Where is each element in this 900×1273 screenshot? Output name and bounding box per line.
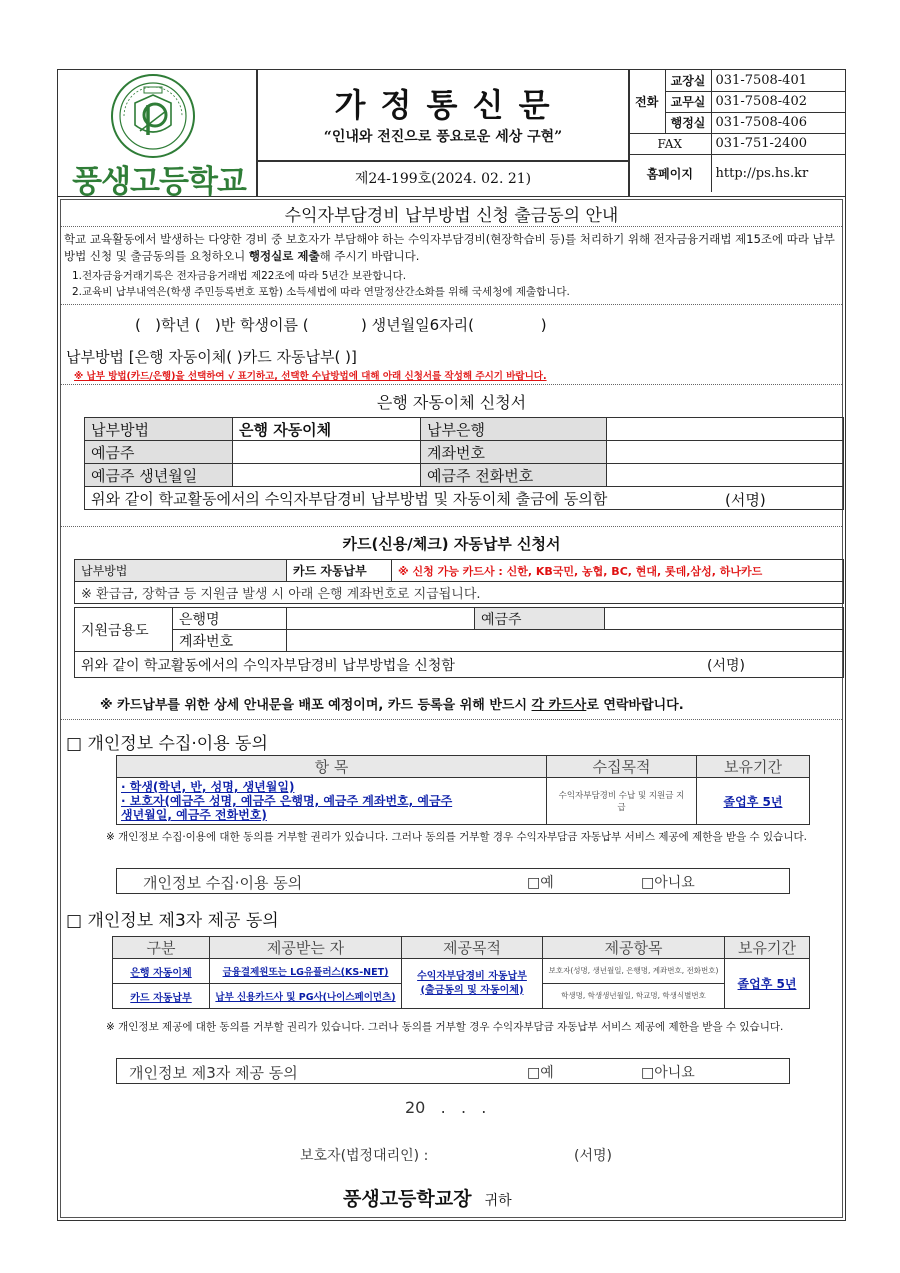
card-notice-text: ※ 카드납부를 위한 상세 안내문을 배포 예정이며, 카드 등록을 위해 반드시 — [100, 698, 532, 713]
card-holder-field[interactable] — [605, 608, 844, 630]
privacy-title: □ 개인정보 수집·이용 동의 — [66, 734, 268, 754]
purpose-line: 수익자부담경비 자동납부 — [417, 970, 527, 982]
card-form-title: 카드(신용/체크) 자동납부 신청서 — [342, 535, 561, 553]
date-field[interactable]: 20 . . . — [405, 1098, 487, 1117]
privacy-consent-label: 개인정보 수집·이용 동의 — [143, 874, 303, 892]
card-notice-end: 로 연락바랍니다. — [586, 698, 684, 713]
bank-name-field[interactable] — [287, 608, 475, 630]
payment-method-notice: ※ 납부 방법(카드/은행)을 선택하여 √ 표기하고, 선택한 수납방법에 대해 아래 신청서를 작성해 주시기 바랍니다. — [74, 371, 547, 382]
card-method-label: 납부방법 — [75, 560, 287, 582]
col-period: 보유기간 — [697, 756, 810, 778]
school-slogan: “인내와 전진으로 풍요로운 세상 구현” — [323, 129, 563, 145]
support-label: 지원금용도 — [75, 608, 173, 652]
intro-paragraph — [64, 231, 842, 265]
holder-field[interactable] — [233, 441, 421, 464]
third-party-note: ※ 개인정보 제공에 대한 동의를 거부할 권리가 있습니다. 그러나 동의를 거부할 경우 수익자부담금 자동납부 서비스 제공에 제한을 받을 수 있습니다. — [106, 1021, 784, 1033]
school-emblem-icon — [110, 73, 196, 159]
student-info-line: ( )학년 ( )반 학생이름 ( ) 생년월일6자리( ) — [135, 316, 547, 334]
privacy-item: · 학생(학년, 반, 성명, 생년월일) — [121, 780, 295, 794]
contact-value: 031-7508-401 — [711, 70, 845, 91]
col-item: 항 목 — [117, 756, 547, 778]
school-name: 풍생고등학교 — [72, 164, 246, 200]
bank-form-title: 은행 자동이체 신청서 — [376, 393, 527, 412]
birth-field[interactable] — [233, 464, 421, 487]
card-account-label: 계좌번호 — [173, 630, 287, 652]
col-recipient: 제공받는 자 — [210, 937, 402, 959]
privacy-no-checkbox[interactable]: □아니요 — [641, 875, 695, 891]
purpose-line: (출금동의 및 자동이체) — [420, 984, 524, 996]
account-field[interactable] — [607, 441, 844, 464]
col-purpose: 제공목적 — [402, 937, 543, 959]
card-method-value: 카드 자동납부 — [287, 560, 392, 582]
method-label: 납부방법 — [85, 418, 233, 441]
principal-title: 풍생고등학교장 — [343, 1188, 472, 1210]
document-title: 수익자부담경비 납부방법 신청 출금동의 안내 — [284, 206, 619, 226]
row1-type: 은행 자동이체 — [113, 959, 210, 984]
card-form-table — [74, 559, 844, 604]
contact-value: 031-7508-402 — [711, 91, 845, 112]
guardian-signature[interactable]: (서명) — [574, 1148, 612, 1164]
bank-name-label: 은행명 — [173, 608, 287, 630]
fax-value: 031-751-2400 — [711, 133, 845, 154]
refund-note: ※ 환급금, 장학금 등 지원금 발생 시 아래 은행 계좌번호로 지급됩니다. — [75, 582, 844, 604]
privacy-table — [116, 755, 810, 825]
note-line: 1.전자금융거래기록은 전자금융거래법 제22조에 따라 5년간 보관합니다. — [72, 270, 407, 282]
letter-header — [57, 69, 846, 200]
row2-type: 카드 자동납부 — [113, 984, 210, 1009]
card-notice — [100, 694, 684, 713]
contact-label: 교장실 — [665, 70, 711, 91]
col-type: 구분 — [113, 937, 210, 959]
third-consent-label: 개인정보 제3자 제공 동의 — [129, 1064, 298, 1082]
row1-recipient: 금융결제원또는 LG유플러스(KS-NET) — [210, 959, 402, 984]
principal-suffix: 귀하 — [484, 1193, 512, 1209]
third-no-checkbox[interactable]: □아니요 — [641, 1065, 695, 1081]
privacy-item: 생년월일, 예금주 전화번호) — [121, 808, 267, 822]
col-period: 보유기간 — [725, 937, 810, 959]
privacy-period: 졸업후 5년 — [697, 778, 810, 825]
method-value: 은행 자동이체 — [233, 418, 421, 441]
intro-bold-text: 행정실로 제출 — [248, 249, 320, 263]
account-label: 계좌번호 — [421, 441, 607, 464]
contact-label: 교무실 — [665, 91, 711, 112]
privacy-note: ※ 개인정보 수집·이용에 대한 동의를 거부할 권리가 있습니다. 그러나 동의를 거부할 경우 수익자부담금 자동납부 서비스 제공에 제한을 받을 수 있습니다. — [106, 831, 807, 843]
third-consent-box — [116, 1058, 790, 1084]
card-holder-label: 예금주 — [475, 608, 605, 630]
guardian-label: 보호자(법정대리인) : — [300, 1148, 429, 1164]
intro-text: 학교 교육활동에서 발생하는 다양한 경비 중 보호자가 부담해야 하는 수익자부담경비(현장학습비 등)를 처리하기 위해 전자금융거래법 제15조에 따라 납부방법 신청 및 출금동의를 요청하오니 — [64, 232, 835, 263]
birth-label: 예금주 생년월일 — [85, 464, 233, 487]
third-yes-checkbox[interactable]: □예 — [527, 1065, 554, 1081]
contact-value: 031-7508-406 — [711, 112, 845, 133]
row1-items: 보호자(성명, 생년월일, 은행명, 계좌번호, 전화번호) — [543, 959, 725, 984]
phone-group-label: 전화 — [629, 70, 665, 133]
principal-name — [343, 1184, 512, 1211]
signature-field[interactable]: (서명) — [725, 491, 766, 509]
bank-label: 납부은행 — [421, 418, 607, 441]
privacy-item: · 보호자(예금주 성명, 예금주 은행명, 예금주 계좌번호, 예금주 — [121, 794, 453, 808]
support-table — [74, 607, 844, 678]
col-items: 제공항목 — [543, 937, 725, 959]
privacy-purpose: 수익자부담경비 수납 및 지원금 지급 — [547, 778, 697, 825]
privacy-yes-checkbox[interactable]: □예 — [527, 875, 554, 891]
contact-table — [629, 70, 845, 192]
privacy-consent-box — [116, 868, 790, 894]
payment-method-line: 납부방법 [은행 자동이체( )카드 자동납부( )] — [66, 348, 357, 366]
contact-label: 행정실 — [665, 112, 711, 133]
homepage-label: 홈페이지 — [629, 154, 711, 192]
page-title: 가 정 통 신 문 — [334, 86, 552, 124]
third-period: 졸업후 5년 — [725, 959, 810, 1009]
bank-consent-text: 위와 같이 학교활동에서의 수익자부담경비 납부방법 및 자동이체 출금에 동의함 — [91, 489, 608, 508]
bank-field[interactable] — [607, 418, 844, 441]
card-notice-underlined: 각 카드사 — [531, 698, 587, 713]
third-party-table — [112, 936, 810, 1009]
card-account-field[interactable] — [287, 630, 844, 652]
phone-field[interactable] — [607, 464, 844, 487]
row2-items: 학생명, 학생생년월일, 학교명, 학생식별번호 — [543, 984, 725, 1009]
signature-field[interactable]: (서명) — [707, 658, 745, 674]
bank-form-table — [84, 417, 844, 510]
card-consent-text: 위와 같이 학교활동에서의 수익자부담경비 납부방법을 신청함 — [81, 657, 455, 674]
third-party-title: □ 개인정보 제3자 제공 동의 — [66, 911, 279, 931]
homepage-value: http://ps.hs.kr — [711, 154, 845, 192]
note-line: 2.교육비 납부내역은(학생 주민등록번호 포함) 소득세법에 따라 연말정산간소화를 위해 국세청에 제출합니다. — [72, 286, 570, 298]
available-cards: ※ 신청 가능 카드사 : 신한, KB국민, 농협, BC, 현대, 롯데,삼성, 하나카드 — [392, 560, 844, 582]
fax-label: FAX — [629, 133, 711, 154]
issue-number: 제24-199호(2024. 02. 21) — [354, 171, 532, 187]
intro-text-end: 해 주시기 바랍니다. — [319, 249, 420, 263]
row2-recipient: 납부 신용카드사 및 PG사(나이스페이먼츠) — [210, 984, 402, 1009]
holder-label: 예금주 — [85, 441, 233, 464]
phone-label: 예금주 전화번호 — [421, 464, 607, 487]
col-purpose: 수집목적 — [547, 756, 697, 778]
